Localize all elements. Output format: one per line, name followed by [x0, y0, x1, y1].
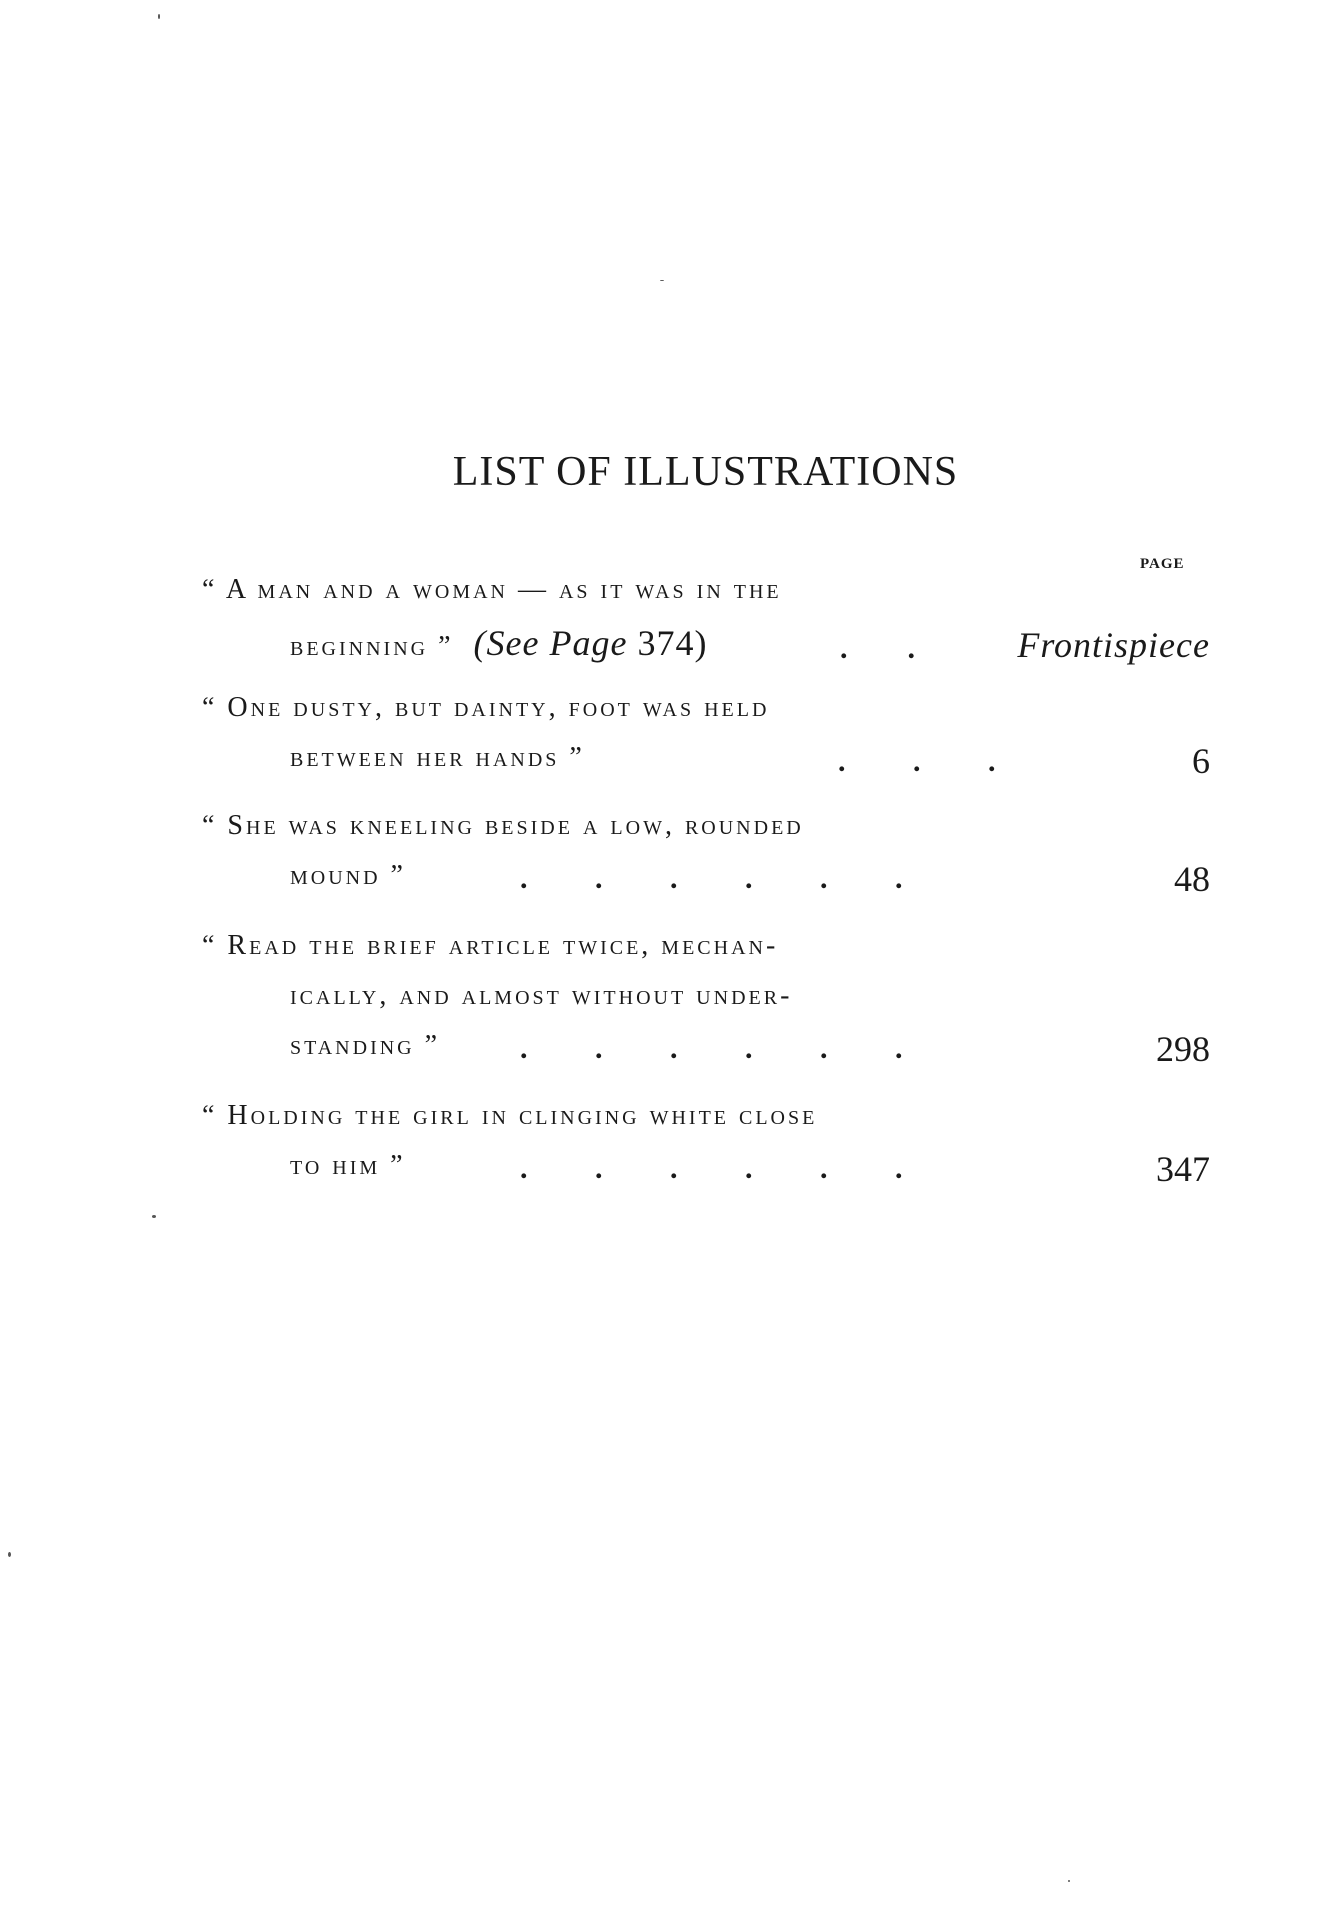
entry-1-see-page-number: 374)	[637, 623, 708, 663]
entry-2-line-1: “ One dusty, but dainty, foot was held	[202, 692, 770, 723]
page-column-label: PAGE	[1140, 556, 1185, 572]
entry-1-see-page: (See Page	[473, 623, 628, 663]
entry-4-page: 298	[1156, 1029, 1210, 1069]
entry-3-page: 48	[1174, 859, 1210, 899]
entry-3-line-2: mound ”	[290, 860, 406, 891]
scan-speck	[8, 1552, 11, 1557]
scan-speck	[158, 14, 160, 19]
entry-1-line-2-text: beginning ”	[290, 631, 454, 662]
entry-5-page: 347	[1156, 1149, 1210, 1189]
entry-4-dots: . . . . . .	[520, 1032, 903, 1065]
scan-speck	[1068, 1880, 1070, 1882]
scan-speck	[152, 1215, 156, 1218]
entry-3-dots: . . . . . .	[520, 862, 903, 895]
scan-speck	[660, 280, 664, 281]
entry-5-dots: . . . . . .	[520, 1152, 903, 1185]
entry-3-line-1: “ She was kneeling beside a low, rounded	[202, 810, 804, 841]
entry-4-line-2: ically, and almost without under-	[290, 980, 793, 1011]
entry-2-line-2: between her hands ”	[290, 742, 585, 773]
entry-1-page: Frontispiece	[1017, 625, 1210, 665]
entry-1-line-1: “ A man and a woman — as it was in the	[202, 574, 782, 605]
entry-4-line-1: “ Read the brief article twice, mechan-	[202, 930, 779, 961]
entry-5-line-1: “ Holding the girl in clinging white close	[202, 1100, 818, 1131]
entry-2-page: 6	[1192, 741, 1210, 781]
entry-1-dots: . .	[840, 632, 915, 665]
entry-4-line-3: standing ”	[290, 1030, 441, 1061]
entry-5-line-2: to him ”	[290, 1150, 406, 1181]
entry-1-line-2	[290, 622, 707, 664]
entry-2-dots: . . .	[838, 745, 996, 778]
page-title: LIST OF ILLUSTRATIONS	[452, 449, 959, 495]
